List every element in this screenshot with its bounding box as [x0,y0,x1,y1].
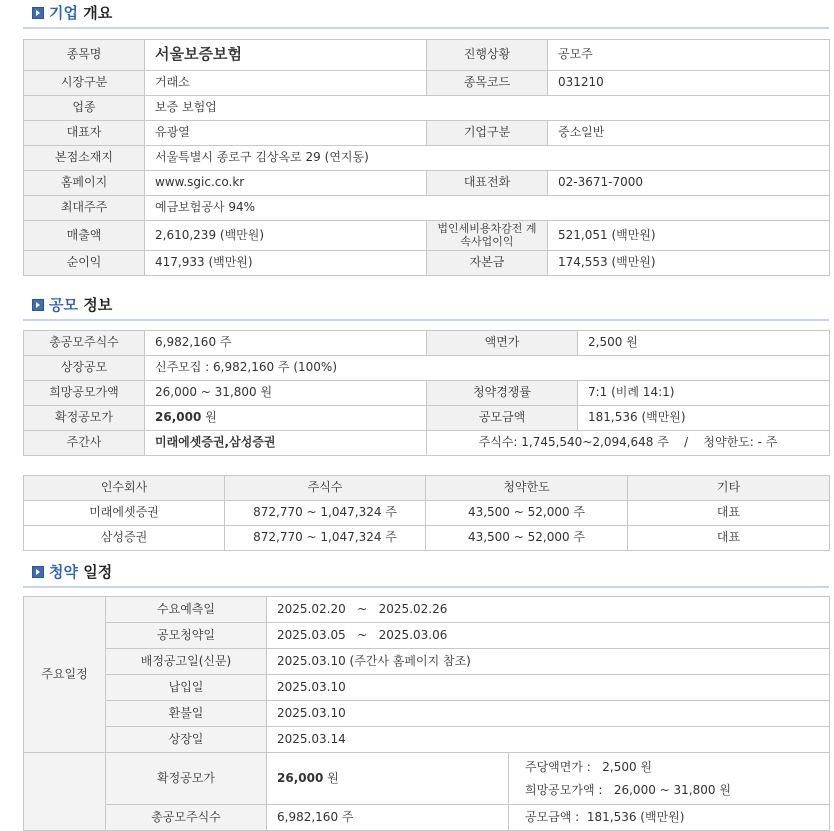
table-row [24,356,830,381]
label: 대표자 [24,121,145,146]
lead-underwriter-detail: 주식수: 1,745,540~2,094,648 주 / 청약한도: - 주 [427,431,830,456]
table-row [24,701,830,727]
column-header: 기타 [628,476,830,501]
value: 26,000 ~ 31,800 원 [145,381,427,406]
label: 환불일 [106,701,267,727]
section-title-ipo [23,295,829,321]
section-title-company [23,3,829,29]
table-row [24,40,830,71]
value: 2025.03.05 ~ 2025.03.06 [267,623,830,649]
value: 6,982,160 주 [267,805,509,831]
table-row [24,501,830,526]
label: 배정공고일(신문) [106,649,267,675]
value: 2025.03.14 [267,727,830,753]
table-row [24,171,830,196]
value: 신주모집 : 6,982,160 주 (100%) [145,356,830,381]
label: 본점소재지 [24,146,145,171]
value: 유광열 [145,121,427,146]
label: 홈페이지 [24,171,145,196]
value: 서울특별시 종로구 김상옥로 29 (연지동) [145,146,830,171]
section-bullet-icon [32,299,44,311]
value: 181,536 (백만원) [578,406,830,431]
cell: 삼성증권 [24,526,225,551]
label: 법인세비용차감전 계속사업이익 [427,221,548,251]
label: 기업구분 [427,121,548,146]
table-row [24,196,830,221]
table-row [24,727,830,753]
value: 예금보험공사 94% [145,196,830,221]
lead-underwriter: 미래에셋증권,삼성증권 [145,431,427,456]
label: 최대주주 [24,196,145,221]
price-details [509,753,830,805]
label: 종목코드 [427,71,548,96]
table-row [24,96,830,121]
section-bullet-icon [32,7,44,19]
company-overview-table [23,39,830,276]
label: 확정공모가 [106,753,267,805]
value: 031210 [548,71,830,96]
label: 청약경쟁률 [427,381,578,406]
table-row [24,675,830,701]
table-row [24,331,830,356]
hope-price-text: 희망공모가액 : 26,000 ~ 31,800 원 [525,782,731,797]
label: 공모금액 [427,406,578,431]
value: 26,000 원 [145,406,427,431]
schedule-table [23,596,830,753]
label: 상장공모 [24,356,145,381]
value: 6,982,160 주 [145,331,427,356]
section-heading: 청약 일정 [49,563,113,581]
label: 액면가 [427,331,578,356]
label: 총공모주식수 [24,331,145,356]
column-header: 인수회사 [24,476,225,501]
cell: 대표 [628,526,830,551]
column-header: 주식수 [225,476,426,501]
table-row [24,649,830,675]
column-header: 청약한도 [426,476,628,501]
value: 공모주 [548,40,830,71]
value: 2025.03.10 (주간사 홈페이지 참조) [267,649,830,675]
value: 보증 보험업 [145,96,830,121]
value: 521,051 (백만원) [548,221,830,251]
table-row [24,146,830,171]
underwriters-table [23,475,830,551]
spacer-cell [24,753,106,831]
value: 2025.03.10 [267,675,830,701]
value: 거래소 [145,71,427,96]
label: 주간사 [24,431,145,456]
table-row [24,251,830,276]
company-name: 서울보증보험 [145,40,427,71]
final-price-table [23,752,830,831]
table-row [24,805,830,831]
cell: 43,500 ~ 52,000 주 [426,501,628,526]
table-row [24,623,830,649]
cell: 미래에셋증권 [24,501,225,526]
section-heading: 기업 개요 [49,4,113,22]
label: 종목명 [24,40,145,71]
value: 02-3671-7000 [548,171,830,196]
table-row [24,406,830,431]
label: 납입일 [106,675,267,701]
table-row [24,381,830,406]
value: 2025.03.10 [267,701,830,727]
value: 417,933 (백만원) [145,251,427,276]
label: 업종 [24,96,145,121]
label: 매출액 [24,221,145,251]
value: 2,500 원 [578,331,830,356]
label: 상장일 [106,727,267,753]
label: 대표전화 [427,171,548,196]
label: 자본금 [427,251,548,276]
table-header-row [24,476,830,501]
value: 7:1 (비례 14:1) [578,381,830,406]
cell: 43,500 ~ 52,000 주 [426,526,628,551]
label: 희망공모가액 [24,381,145,406]
label: 진행상황 [427,40,548,71]
section-heading: 공모 정보 [49,296,113,314]
par-value-text: 주당액면가 : 2,500 원 [525,759,653,774]
table-row [24,597,830,623]
table-row [24,71,830,96]
table-row [24,753,830,805]
label: 순이익 [24,251,145,276]
section-title-schedule [23,562,829,588]
value: 26,000 원 [267,753,509,805]
label: 공모청약일 [106,623,267,649]
label: 확정공모가 [24,406,145,431]
value: 중소일반 [548,121,830,146]
homepage-link[interactable]: www.sgic.co.kr [145,171,427,196]
table-row [24,431,830,456]
ipo-info-table [23,330,830,456]
table-row [24,221,830,251]
value: 2025.02.20 ~ 2025.02.26 [267,597,830,623]
label: 수요예측일 [106,597,267,623]
value: 공모금액 : 181,536 (백만원) [509,805,830,831]
table-row [24,121,830,146]
label: 시장구분 [24,71,145,96]
value: 2,610,239 (백만원) [145,221,427,251]
section-bullet-icon [32,566,44,578]
label: 총공모주식수 [106,805,267,831]
table-row [24,526,830,551]
cell: 대표 [628,501,830,526]
main-schedule-label: 주요일정 [24,597,106,753]
value: 174,553 (백만원) [548,251,830,276]
cell: 872,770 ~ 1,047,324 주 [225,501,426,526]
cell: 872,770 ~ 1,047,324 주 [225,526,426,551]
